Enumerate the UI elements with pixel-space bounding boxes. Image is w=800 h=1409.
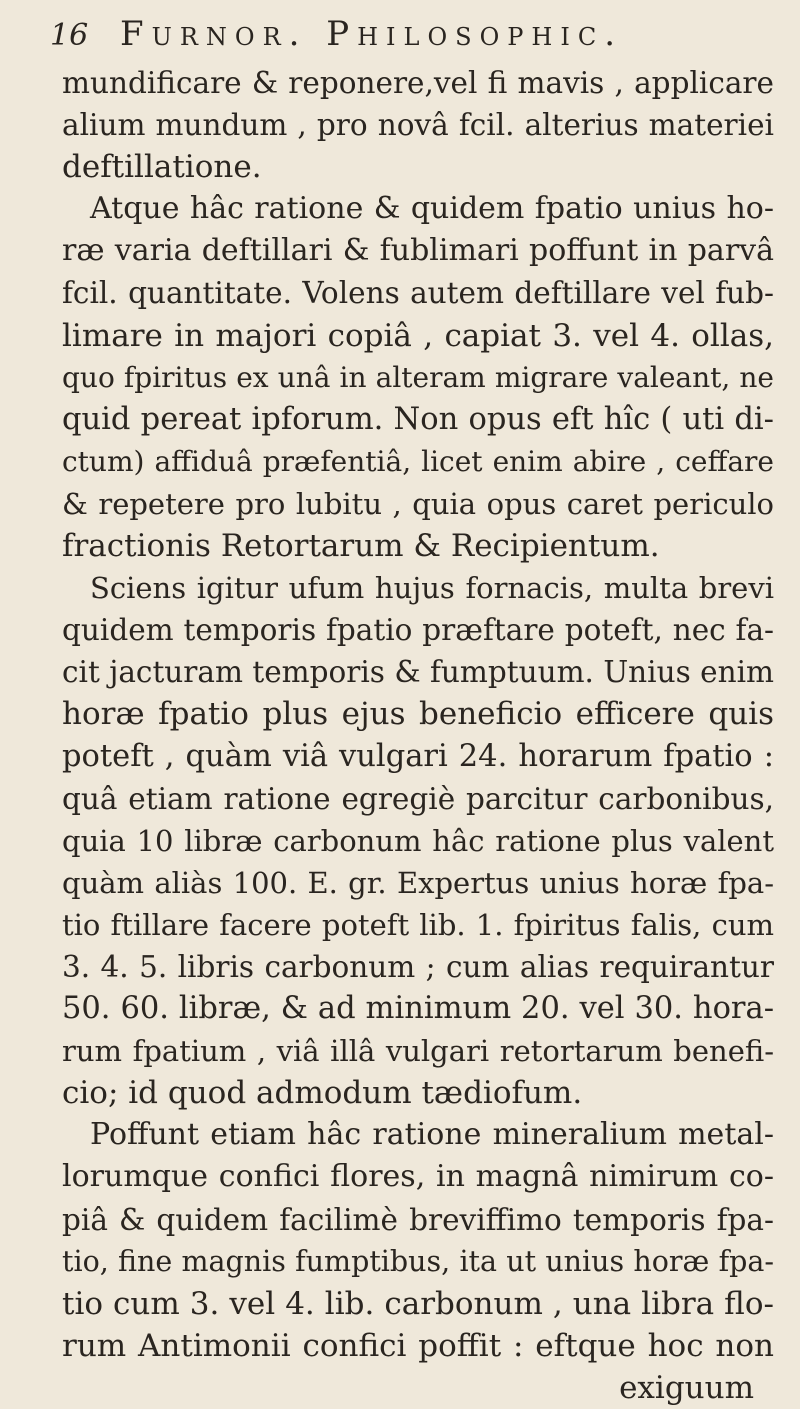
running-head: Furnor. Philosophic. (120, 14, 623, 54)
body-text (62, 62, 774, 1409)
text-line: limare in majori copiâ , capiat 3. vel 4. ollas, (62, 317, 774, 354)
text-line: exiguum (619, 1369, 754, 1406)
text-line: rum fpatium , viâ illâ vulgari retortarum benefi- (62, 1034, 774, 1069)
text-line: Sciens igitur ufum hujus fornacis, multa brevi (90, 571, 774, 606)
text-line: quidem temporis fpatio præftare poteft, nec fa- (62, 613, 774, 648)
text-line: Atque hâc ratione & quidem fpatio unius ho- (90, 191, 774, 227)
text-line: fcil. quantitate. Volens autem deftillare vel fub- (62, 276, 774, 311)
text-line: quâ etiam ratione egregiè parcitur carbonibus, (62, 781, 774, 816)
text-line: 50. 60. libræ, & ad minimum 20. vel 30. hora- (62, 991, 774, 1027)
text-line: deftillatione. (62, 149, 262, 186)
text-line: piâ & quidem facilimè breviffimo temporis fpa- (62, 1202, 774, 1237)
text-line: alium mundum , pro novâ fcil. alterius materiei (62, 108, 774, 143)
text-line: tio, fine magnis fumptibus, ita ut unius horæ fpa- (62, 1244, 774, 1278)
text-line: tio ftillare facere poteft lib. 1. fpiritus falis, cum (62, 907, 774, 942)
text-line: mundificare & reponere,vel fi mavis , applicare (62, 66, 774, 100)
text-line: horæ fpatio plus ejus beneficio efficere quis (62, 696, 774, 733)
text-line: quàm aliàs 100. E. gr. Expertus unius horæ fpa- (62, 865, 774, 900)
text-line: quia 10 libræ carbonum hâc ratione plus valent (62, 823, 774, 858)
text-line: cit jacturam temporis & fumptuum. Unius enim (62, 655, 774, 690)
text-line: quo fpiritus ex unâ in alteram migrare valeant, ne (62, 360, 774, 394)
text-line: & repetere pro lubitu , quia opus caret periculo (62, 486, 774, 521)
text-line: lorumque confici flores, in magnâ nimirum co- (62, 1159, 774, 1195)
text-line: ctum) affiduâ præfentiâ, licet enim abire , ceffare (62, 444, 774, 478)
text-line: ræ varia deftillari & fublimari poffunt in parvâ (62, 233, 774, 269)
text-line: fractionis Retortarum & Recipientum. (62, 528, 660, 565)
text-line: rum Antimonii confici poffit : eftque hoc non (62, 1327, 774, 1364)
text-line: tio cum 3. vel 4. lib. carbonum , una libra flo- (62, 1285, 774, 1322)
text-line: poteft , quàm viâ vulgari 24. horarum fpatio : (62, 738, 774, 774)
text-line: quid pereat ipforum. Non opus eft hîc ( uti di- (62, 401, 774, 437)
text-line: Poffunt etiam hâc ratione mineralium metal- (90, 1117, 774, 1153)
text-line: 3. 4. 5. libris carbonum ; cum alias requirantur (62, 949, 774, 984)
text-line: cio; id quod admodum tædiofum. (62, 1075, 583, 1112)
page-header (50, 14, 774, 62)
page-number: 16 (50, 18, 89, 53)
